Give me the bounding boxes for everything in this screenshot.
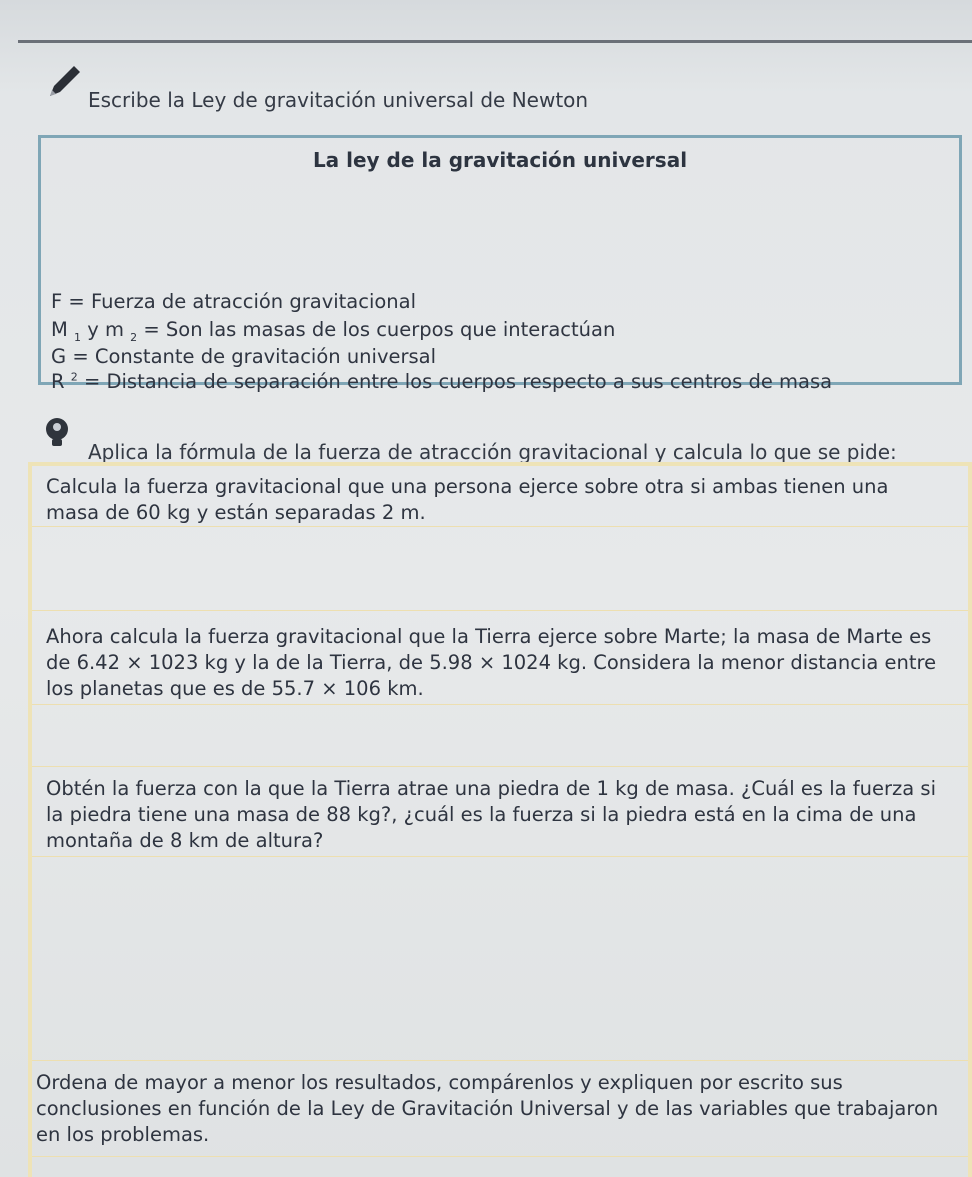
activity-heading: Aplica la fórmula de la fuerza de atracción gravitacional y calcula lo que se pide: [88,440,897,464]
answer-line [32,766,968,767]
answer-line [32,526,968,527]
definition-force: F = Fuerza de atracción gravitacional [51,290,417,313]
law-box [38,135,962,393]
pencil-icon [44,62,84,106]
answer-line [32,610,968,611]
answer-line [32,1060,968,1061]
top-rule [18,40,972,43]
problem-1: Calcula la fuerza gravitacional que una persona ejerce sobre otra si ambas tienen una masa de 60 kg y están separadas 2 m. [46,475,889,524]
problem-4: Ordena de mayor a menor los resultados, compárenlos y expliquen por escrito sus conclusiones en función de la Ley de Gravitación Universal y de las variables que trabajaron en los problemas. [36,1071,939,1146]
answer-line [32,856,968,857]
answer-line [32,704,968,705]
definition-constant: G = Constante de gravitación universal [51,345,437,368]
answer-line [32,1156,968,1157]
instruction-heading: Escribe la Ley de gravitación universal de Newton [88,88,589,112]
problem-3: Obtén la fuerza con la que la Tierra atrae una piedra de 1 kg de masa. ¿Cuál es la fuerza si la piedra tiene una masa de 88 kg?, ¿cuál es la fuerza si la piedra está en la cima de una montaña de 8 km de altura? [46,777,936,852]
lightbulb-icon [40,415,74,453]
problem-2: Ahora calcula la fuerza gravitacional que la Tierra ejerce sobre Marte; la masa de Marte es de 6.42 × 1023 kg y la de la Tierra, de 5.98 × 1024 kg. Considera la menor distancia entre los planetas que es de 55.7 × 106 km. [46,625,937,700]
definition-distance: R $^2$ = Distancia de separación entre los cuerpos respecto a sus centros de masa [51,370,833,393]
law-title: La ley de la gravitación universal [312,148,688,172]
definition-masses: M $_1$ y m $_2$ = Son las masas de los cuerpos que interactúan [51,318,616,344]
